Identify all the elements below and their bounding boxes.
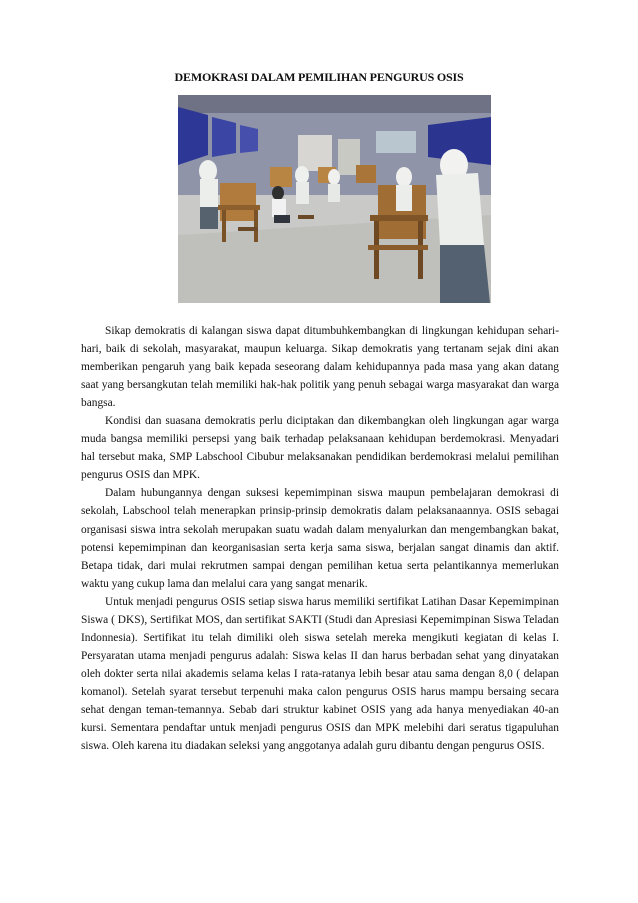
- document-body: [81, 322, 559, 755]
- body-paragraph: Sikap demokratis di kalangan siswa dapat ditumbuhkembangkan di lingkungan kehidupan sehari-hari, baik di sekolah, masyarakat, maupun keluarga. Sikap demokratis yang tertanam sejak dini akan memberikan pengaruh yang baik kepada seseorang dalam kehidupannya pada masa yang akan datang saat yang bersangkutan telah memiliki hak-hak politik yang penuh sebagai warga masyarakat dan warga bangsa.: [81, 325, 559, 410]
- body-paragraph: Kondisi dan suasana demokratis perlu diciptakan dan dikembangkan oleh lingkungan agar warga muda bangsa memiliki persepsi yang baik terhadap pelaksanaan kehidupan berdemokrasi. Menyadari hal tersebut maka, SMP Labschool Cibubur melaksanakan pendidikan berdemokrasi melalui pemilihan pengurus OSIS dan MPK.: [81, 415, 559, 482]
- election-classroom-photo: [178, 95, 491, 303]
- body-paragraph: Dalam hubungannya dengan suksesi kepemimpinan siswa maupun pembelajaran demokrasi di sekolah, Labschool telah menerapkan prinsip-prinsip demokratis dalam pelaksanaannya. OSIS sebagai organisasi siswa intra sekolah merupakan suatu wadah dalam menyalurkan dan mengembangkan bakat, potensi kepemimpinan dan keorganisasian serta kerja sama siswa, berjalan sangat dinamis dan aktif. Betapa tidak, dari mulai rekrutmen sampai dengan pemilihan ketua serta pelantikannya memerlukan waktu yang cukup lama dan melalui cara yang sangat menarik.: [81, 487, 559, 590]
- body-paragraph: Untuk menjadi pengurus OSIS setiap siswa harus memiliki sertifikat Latihan Dasar Kepemimpinan Siswa ( DKS), Sertifikat MOS, dan sertifikat SAKTI (Studi dan Apresiasi Kepemimpinan Siswa Teladan Indonnesia). Sertifikat itu telah dimiliki oleh siswa setelah mereka mengikuti kegiatan di kelas I. Persyaratan utama menjadi pengurus adalah: Siswa kelas II dan harus berbadan sehat yang dinyatakan oleh dokter serta nilai akademis selama kelas I rata-ratanya lebih besar atau sama dengan 8,0 ( delapan komanol). Setelah syarat tersebut terpenuhi maka calon pengurus OSIS harus mampu bersaing secara sehat dengan teman-temannya. Sebab dari struktur kabinet OSIS yang ada hanya menyediakan 40-an kursi. Sementara pendaftar untuk menjadi pengurus OSIS dan MPK melebihi dari seratus tigapuluhan siswa. Oleh karena itu diadakan seleksi yang anggotanya adalah guru dibantu dengan pengurus OSIS.: [81, 595, 559, 753]
- document-title: DEMOKRASI DALAM PEMILIHAN PENGURUS OSIS: [174, 70, 464, 84]
